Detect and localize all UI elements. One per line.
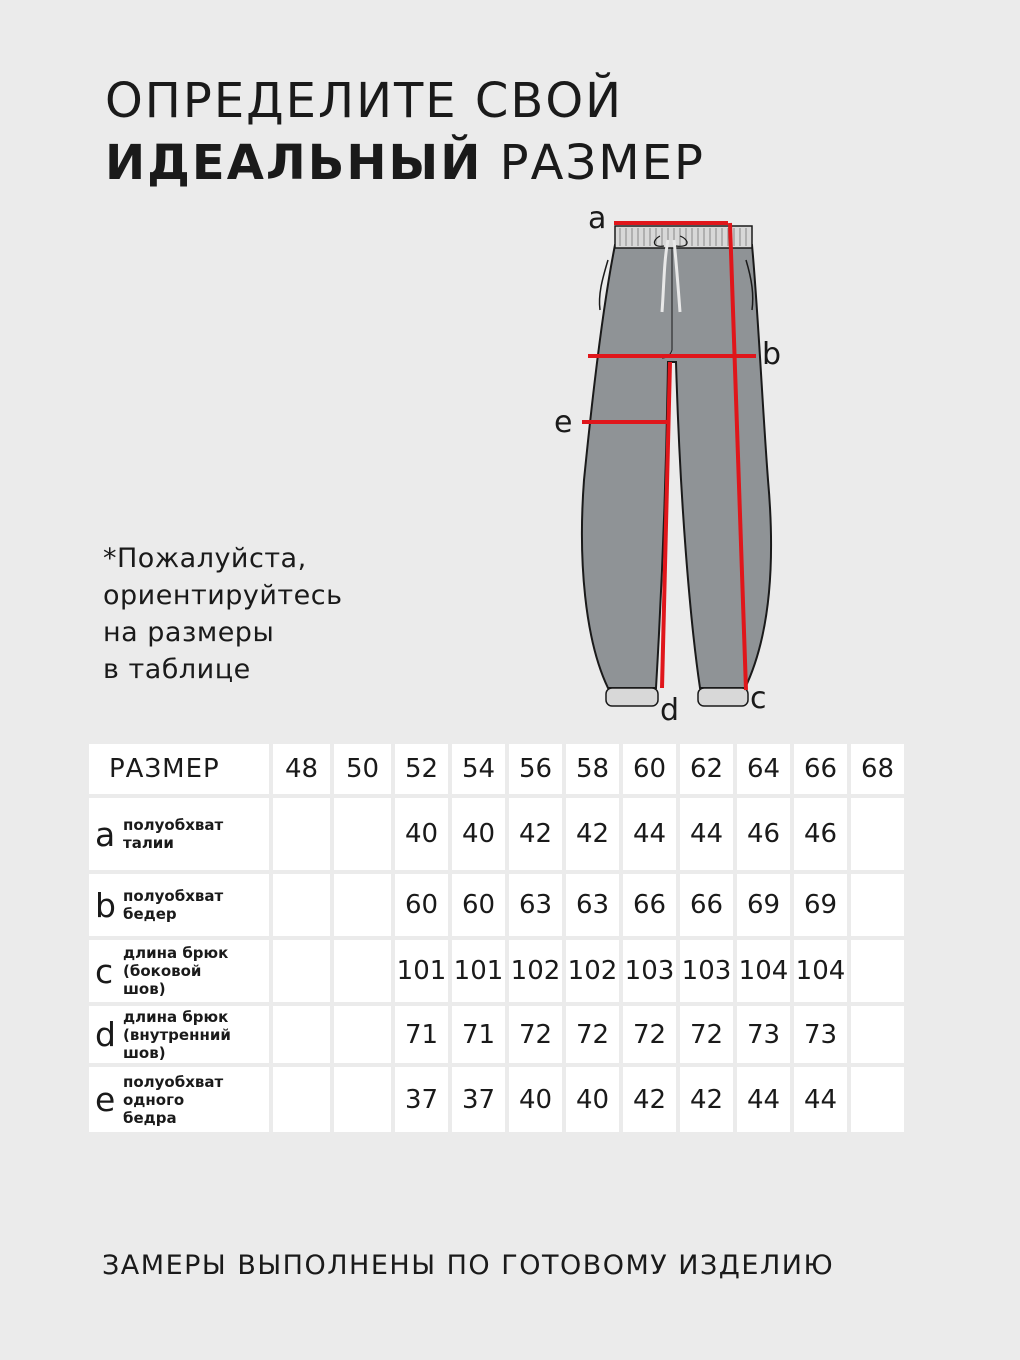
desc-line: бедра	[123, 1108, 177, 1127]
cell: 63	[566, 874, 619, 936]
note-line: ориентируйтесь	[103, 580, 343, 611]
cell: 102	[566, 940, 619, 1002]
cell	[334, 874, 391, 936]
cuff-right	[698, 688, 748, 706]
cell: 44	[623, 798, 676, 870]
desc-line: бедер	[123, 905, 177, 923]
cell: 66	[623, 874, 676, 936]
row-description	[123, 816, 223, 852]
table-header-row	[89, 744, 904, 794]
desc-line: полуобхват	[123, 887, 224, 905]
header-size-label	[89, 744, 269, 794]
header-size-68: 68	[851, 744, 904, 794]
cell	[851, 798, 904, 870]
cell: 40	[395, 798, 448, 870]
cell: 37	[395, 1067, 448, 1132]
size-table	[85, 740, 908, 1136]
label-c: c	[750, 681, 767, 716]
cell	[851, 940, 904, 1002]
desc-line: одного	[123, 1090, 185, 1109]
title-line-2	[105, 132, 705, 194]
table-row	[89, 1006, 904, 1063]
header-size-48: 48	[273, 744, 330, 794]
cell	[273, 940, 330, 1002]
cell	[334, 940, 391, 1002]
size-note	[103, 540, 343, 688]
row-label-b	[89, 874, 269, 936]
cell: 103	[680, 940, 733, 1002]
cell: 101	[452, 940, 505, 1002]
cell: 104	[794, 940, 847, 1002]
pants-diagram	[540, 200, 800, 730]
cuff-left	[606, 688, 658, 706]
row-label-a	[89, 798, 269, 870]
cell: 44	[737, 1067, 790, 1132]
desc-line: шов)	[123, 980, 166, 998]
cell: 40	[452, 798, 505, 870]
cell	[273, 1067, 330, 1132]
cell: 69	[794, 874, 847, 936]
table-row	[89, 1067, 904, 1132]
header-size-66: 66	[794, 744, 847, 794]
row-description	[123, 944, 228, 998]
header-size-text: РАЗМЕР	[109, 754, 220, 784]
header-size-64: 64	[737, 744, 790, 794]
cell: 60	[395, 874, 448, 936]
cell: 72	[623, 1006, 676, 1063]
desc-line: (внутренний	[123, 1025, 231, 1044]
row-description	[123, 1008, 231, 1062]
cell: 40	[566, 1067, 619, 1132]
desc-line: (боковой	[123, 962, 202, 980]
cell: 42	[566, 798, 619, 870]
header-size-52: 52	[395, 744, 448, 794]
cell: 46	[794, 798, 847, 870]
note-line: *Пожалуйста,	[103, 543, 307, 574]
row-description	[123, 887, 223, 923]
header-size-50: 50	[334, 744, 391, 794]
header-size-58: 58	[566, 744, 619, 794]
cell: 103	[623, 940, 676, 1002]
header-size-62: 62	[680, 744, 733, 794]
cell: 66	[680, 874, 733, 936]
title-line-1: ОПРЕДЕЛИТЕ СВОЙ	[105, 73, 624, 129]
row-label-d	[89, 1006, 269, 1063]
cell	[851, 874, 904, 936]
table-row	[89, 940, 904, 1002]
desc-line: талии	[123, 834, 174, 852]
row-letter: b	[95, 885, 116, 925]
cell: 60	[452, 874, 505, 936]
cell: 104	[737, 940, 790, 1002]
cell: 44	[794, 1067, 847, 1132]
label-b: b	[762, 337, 782, 372]
page-title	[105, 70, 705, 194]
note-line: в таблице	[103, 654, 251, 685]
cell: 71	[452, 1006, 505, 1063]
row-letter: e	[95, 1080, 116, 1119]
row-letter: c	[95, 951, 114, 991]
cell	[334, 1006, 391, 1063]
cell	[851, 1067, 904, 1132]
desc-line: полуобхват	[123, 1072, 224, 1091]
cell: 46	[737, 798, 790, 870]
cell	[334, 1067, 391, 1132]
footer-note: ЗАМЕРЫ ВЫПОЛНЕНЫ ПО ГОТОВОМУ ИЗДЕЛИЮ	[102, 1250, 835, 1281]
header-size-54: 54	[452, 744, 505, 794]
label-d: d	[660, 693, 680, 728]
row-letter: d	[95, 1015, 116, 1054]
cell	[851, 1006, 904, 1063]
cell: 72	[566, 1006, 619, 1063]
desc-line: полуобхват	[123, 816, 224, 834]
row-letter: a	[95, 814, 116, 854]
row-description	[123, 1073, 223, 1127]
header-size-56: 56	[509, 744, 562, 794]
cell: 37	[452, 1067, 505, 1132]
row-label-e	[89, 1067, 269, 1132]
cell: 40	[509, 1067, 562, 1132]
cell	[273, 874, 330, 936]
cell: 71	[395, 1006, 448, 1063]
cell: 101	[395, 940, 448, 1002]
cell: 72	[680, 1006, 733, 1063]
cell: 73	[737, 1006, 790, 1063]
desc-line: длина брюк	[123, 1007, 229, 1026]
cell: 63	[509, 874, 562, 936]
cell	[334, 798, 391, 870]
note-line: на размеры	[103, 617, 275, 648]
cell	[273, 1006, 330, 1063]
cell: 42	[623, 1067, 676, 1132]
desc-line: шов)	[123, 1043, 166, 1062]
cell: 73	[794, 1006, 847, 1063]
table-row	[89, 874, 904, 936]
desc-line: длина брюк	[123, 944, 229, 962]
cell: 42	[509, 798, 562, 870]
row-label-c	[89, 940, 269, 1002]
cell: 72	[509, 1006, 562, 1063]
title-bold-word: ИДЕАЛЬНЫЙ	[105, 135, 483, 191]
title-rest: РАЗМЕР	[482, 135, 705, 191]
header-size-60: 60	[623, 744, 676, 794]
table-row	[89, 798, 904, 870]
cell: 69	[737, 874, 790, 936]
label-a: a	[588, 201, 607, 236]
cell: 102	[509, 940, 562, 1002]
cell: 42	[680, 1067, 733, 1132]
label-e: e	[554, 405, 573, 440]
cell	[273, 798, 330, 870]
cell: 44	[680, 798, 733, 870]
